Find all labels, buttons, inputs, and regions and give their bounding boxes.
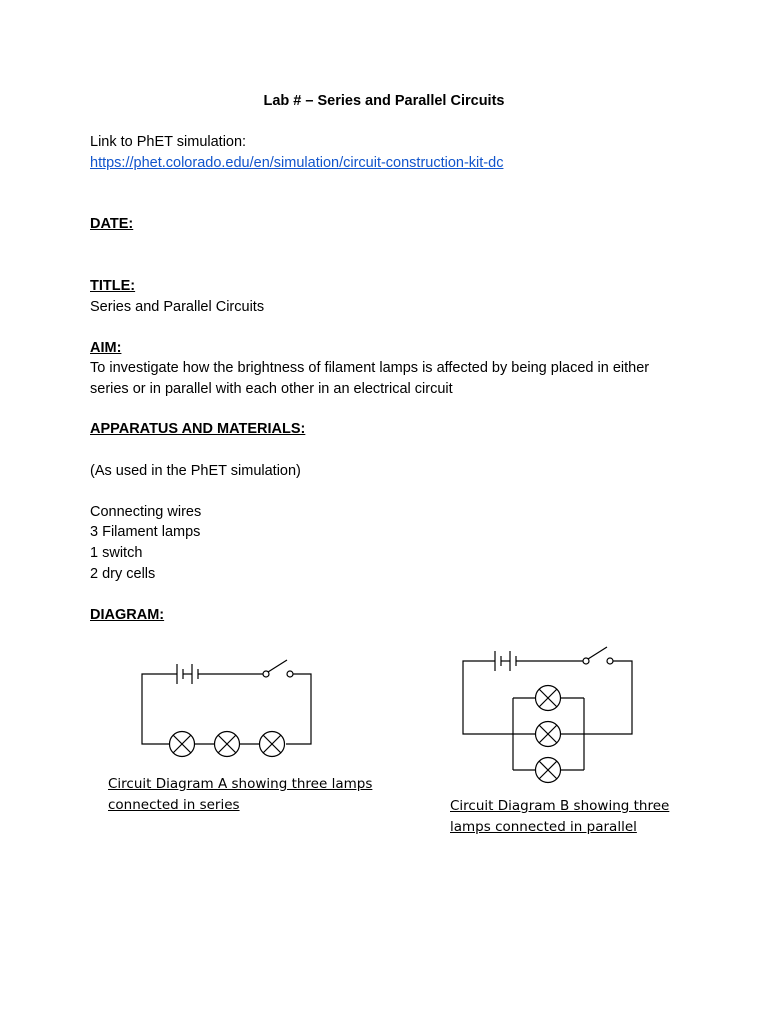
- lamp: [536, 758, 561, 783]
- title-heading: TITLE:: [90, 278, 136, 294]
- link-intro: Link to PhET simulation:: [90, 134, 247, 150]
- lamp: [536, 686, 561, 711]
- material-item: 3 Filament lamps: [90, 524, 201, 540]
- lamp: [536, 722, 561, 747]
- apparatus-heading: APPARATUS AND MATERIALS:: [90, 421, 306, 437]
- aim-line-1: To investigate how the brightness of filament lamps is affected by being placed in either: [90, 360, 650, 376]
- wire: [584, 661, 632, 734]
- document-title: Lab # – Series and Parallel Circuits: [263, 93, 505, 109]
- title-text: Series and Parallel Circuits: [90, 299, 265, 315]
- diagram-a-caption-line-1: Circuit Diagram A showing three lamps: [108, 776, 373, 792]
- aim-heading: AIM:: [90, 340, 122, 356]
- diagram-a-caption-line-2: connected in series: [108, 797, 240, 813]
- aim-line-2: series or in parallel with each other in an electrical circuit: [90, 381, 453, 397]
- material-item: Connecting wires: [90, 504, 202, 520]
- material-item: 2 dry cells: [90, 566, 156, 582]
- phet-link[interactable]: https://phet.colorado.edu/en/simulation/circuit-construction-kit-dc: [90, 155, 504, 171]
- date-heading: DATE:: [90, 216, 134, 232]
- switch-arm: [588, 647, 607, 659]
- apparatus-note: (As used in the PhET simulation): [90, 463, 301, 479]
- diagram-b-caption-line-1: Circuit Diagram B showing three: [450, 798, 670, 814]
- switch-contact: [607, 658, 613, 664]
- diagram-b-caption-line-2: lamps connected in parallel: [450, 819, 637, 835]
- material-item: 1 switch: [90, 545, 143, 561]
- wire: [463, 661, 513, 734]
- diagram-heading: DIAGRAM:: [90, 607, 165, 623]
